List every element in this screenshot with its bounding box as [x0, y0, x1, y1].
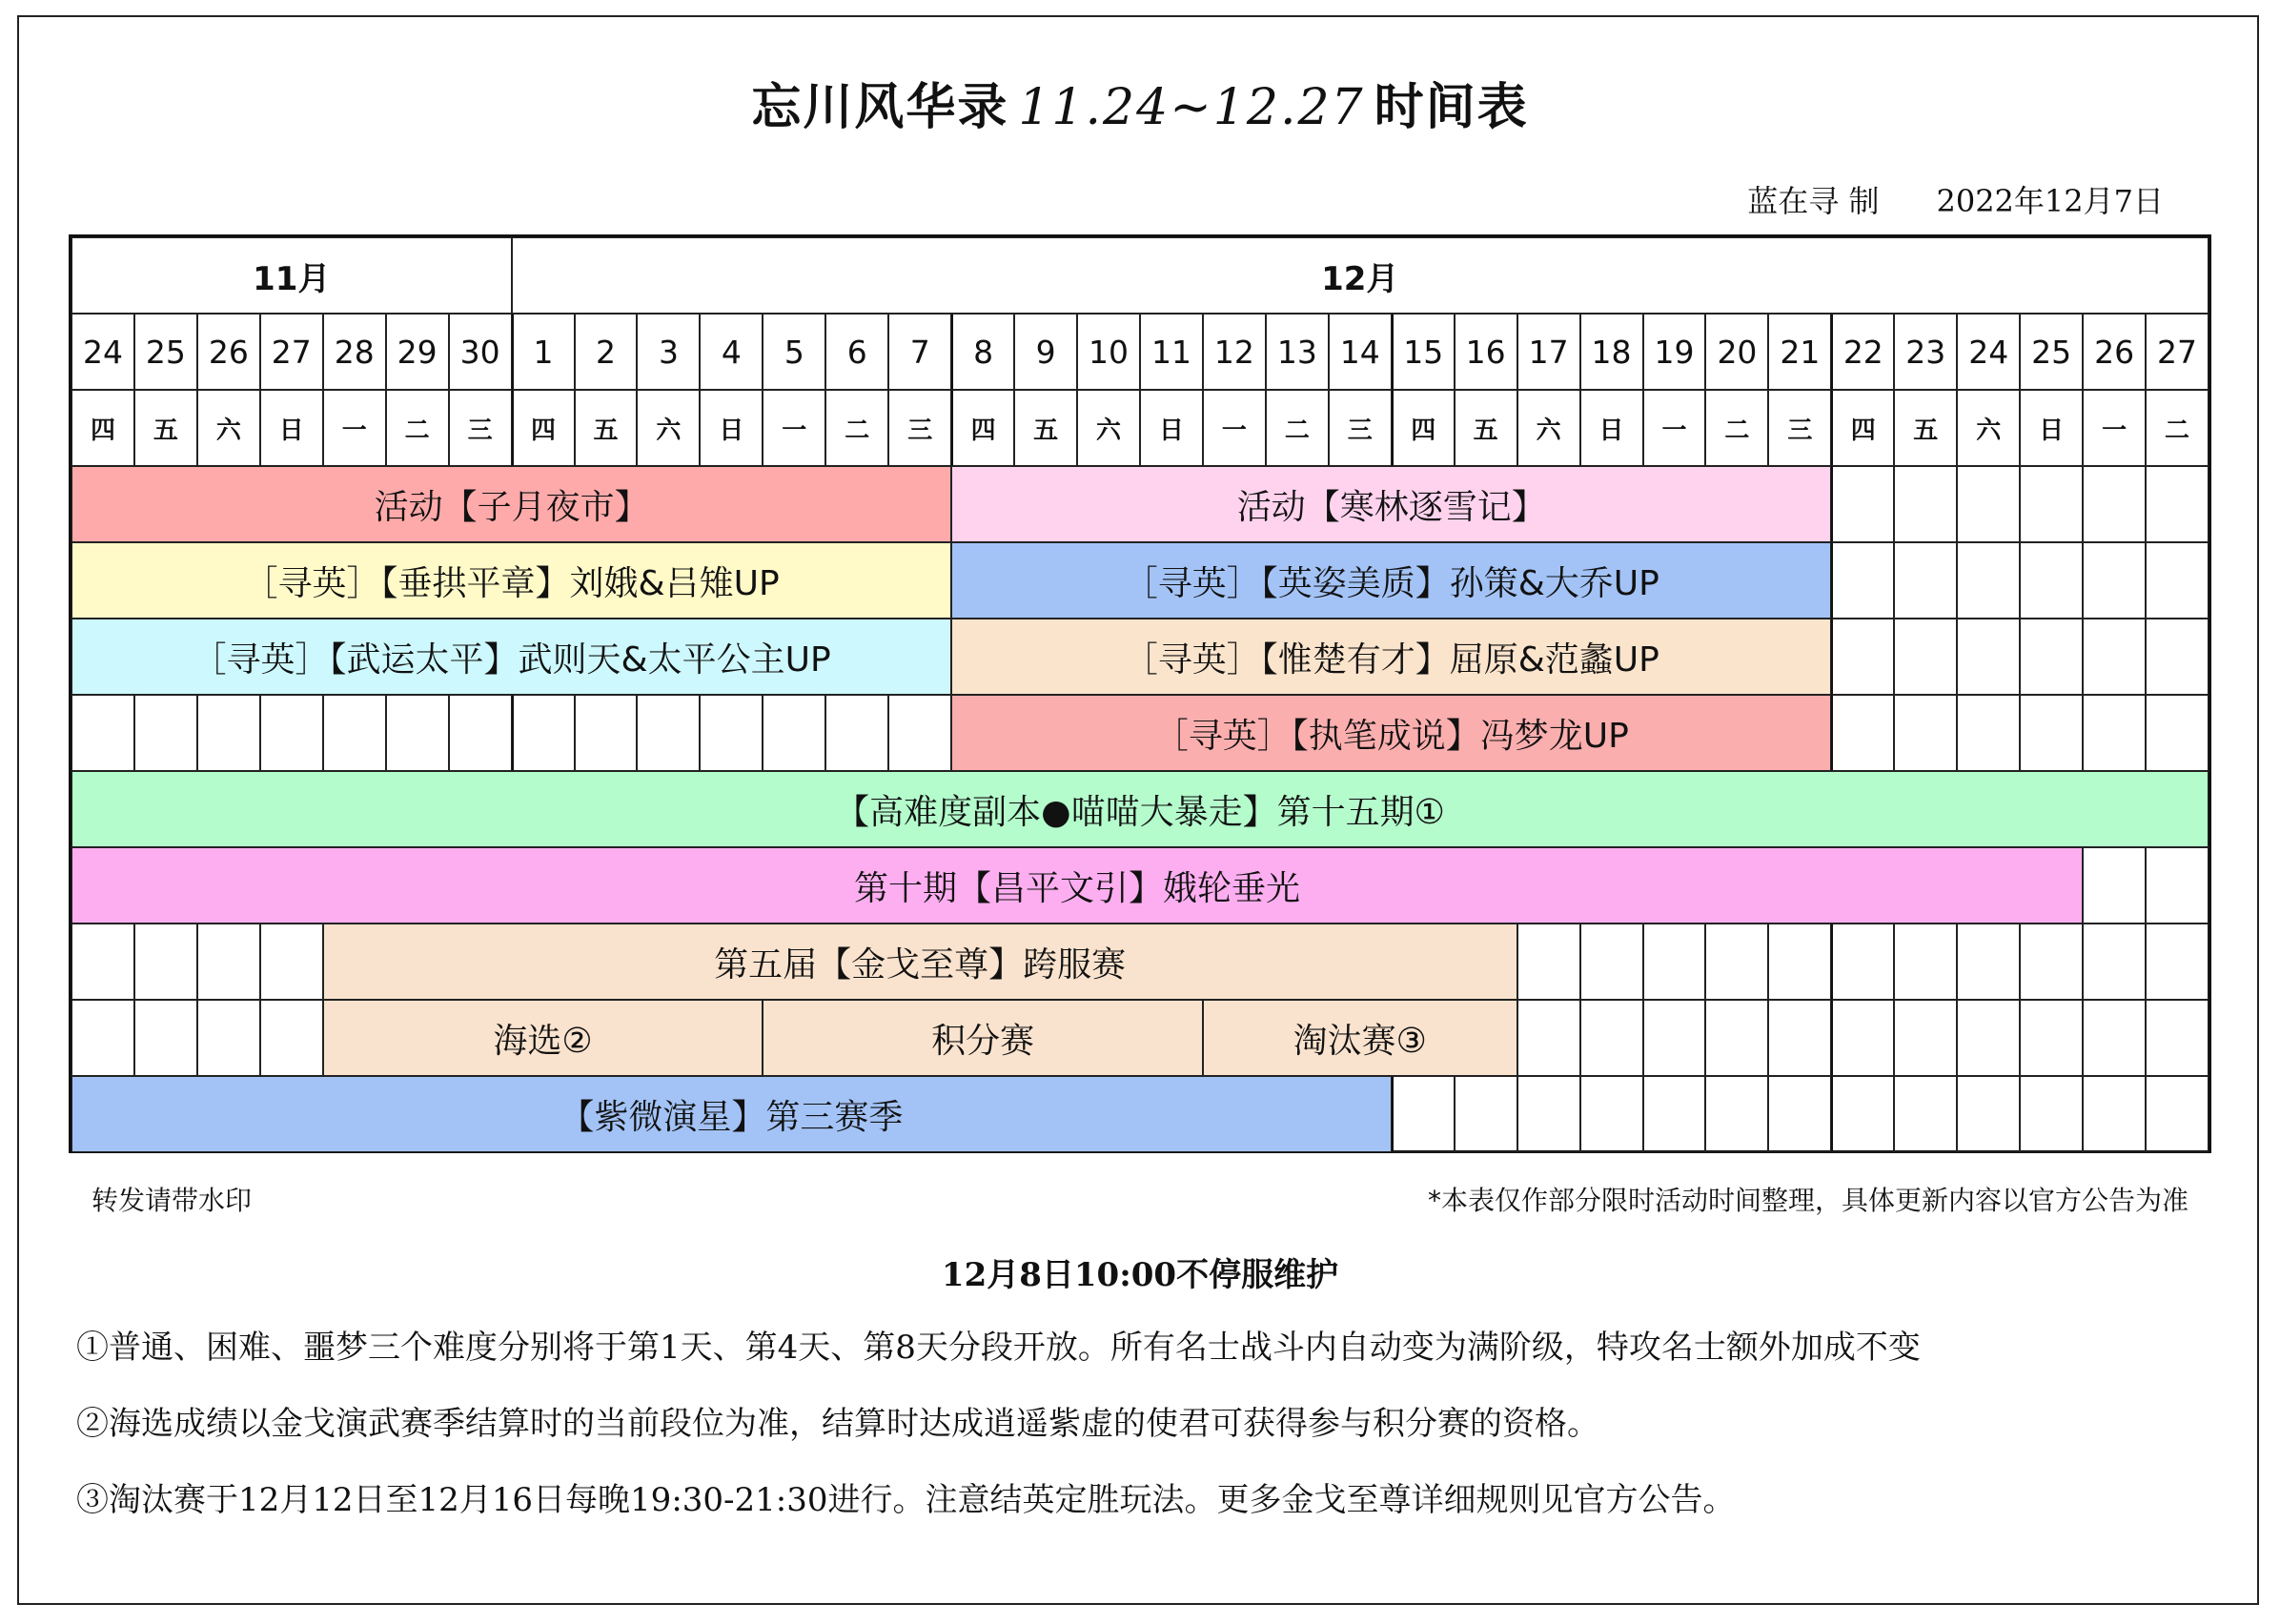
weekday-cell: 三	[888, 390, 951, 466]
empty-cell	[197, 1000, 260, 1076]
event-bar: ［寻英］【执笔成说】冯梦龙UP	[951, 695, 1831, 771]
empty-cell	[71, 1000, 134, 1076]
empty-cell	[1957, 542, 2020, 619]
empty-cell	[1957, 466, 2020, 542]
author: 蓝在寻 制	[1747, 183, 1880, 219]
empty-cell	[1894, 1000, 1957, 1076]
empty-cell	[700, 695, 763, 771]
event-bar: 积分赛	[763, 1000, 1203, 1076]
empty-cell	[2020, 924, 2083, 1000]
empty-cell	[134, 1000, 197, 1076]
empty-cell	[2020, 1076, 2083, 1152]
disclaimer-note: *本表仅作部分限时活动时间整理，具体更新内容以官方公告为准	[1427, 1185, 2188, 1216]
empty-cell	[1643, 1076, 1706, 1152]
empty-cell	[2020, 1000, 2083, 1076]
empty-cell	[2083, 619, 2146, 695]
empty-cell	[260, 924, 323, 1000]
empty-cell	[1705, 1076, 1768, 1152]
date-cell: 20	[1705, 314, 1768, 390]
weekday-cell: 一	[763, 390, 825, 466]
empty-cell	[1831, 619, 1894, 695]
weekday-cell: 六	[1957, 390, 2020, 466]
date-cell: 23	[1894, 314, 1957, 390]
date-cell: 22	[1831, 314, 1894, 390]
footnote-2: ②海选成绩以金戈演武赛季结算时的当前段位为准，结算时达成逍遥紫虚的使君可获得参与积分赛的资格。	[76, 1405, 1599, 1443]
weekday-cell: 一	[2083, 390, 2146, 466]
weekday-cell: 四	[1392, 390, 1455, 466]
empty-cell	[71, 924, 134, 1000]
empty-cell	[2146, 695, 2209, 771]
date-cell: 28	[323, 314, 386, 390]
empty-cell	[575, 695, 638, 771]
empty-cell	[1517, 1076, 1580, 1152]
empty-cell	[1455, 1076, 1517, 1152]
empty-cell	[1643, 924, 1706, 1000]
date-cell: 15	[1392, 314, 1455, 390]
weekday-cell: 日	[1140, 390, 1203, 466]
weekday-cell: 日	[1580, 390, 1643, 466]
date-cell: 11	[1140, 314, 1203, 390]
date-cell: 25	[2020, 314, 2083, 390]
event-bar: ［寻英］【垂拱平章】刘娥&吕雉UP	[71, 542, 951, 619]
empty-cell	[2020, 619, 2083, 695]
date-cell: 9	[1014, 314, 1077, 390]
empty-cell	[323, 695, 386, 771]
date-cell: 5	[763, 314, 825, 390]
weekday-cell: 三	[1768, 390, 1831, 466]
empty-cell	[1517, 924, 1580, 1000]
date-cell: 29	[386, 314, 449, 390]
weekday-cell: 日	[260, 390, 323, 466]
date-cell: 12	[1203, 314, 1266, 390]
empty-cell	[1580, 1000, 1643, 1076]
empty-cell	[2020, 542, 2083, 619]
empty-cell	[825, 695, 888, 771]
event-bar: 活动【子月夜市】	[71, 466, 951, 542]
weekday-cell: 五	[1455, 390, 1517, 466]
date-cell: 16	[1455, 314, 1517, 390]
date-cell: 1	[512, 314, 575, 390]
empty-cell	[1580, 924, 1643, 1000]
event-bar: 【紫微演星】第三赛季	[71, 1076, 1392, 1152]
date-cell: 2	[575, 314, 638, 390]
title-range: 11.24~12.27	[1018, 79, 1365, 136]
empty-cell	[1894, 466, 1957, 542]
weekday-cell: 三	[1329, 390, 1392, 466]
empty-cell	[1831, 1000, 1894, 1076]
weekday-cell: 五	[1894, 390, 1957, 466]
empty-cell	[1517, 1000, 1580, 1076]
empty-cell	[2146, 1076, 2209, 1152]
weekday-cell: 二	[1266, 390, 1329, 466]
date-cell: 17	[1517, 314, 1580, 390]
maintenance-notice: 12月8日10:00不停服维护	[941, 1256, 1339, 1294]
empty-cell	[1768, 1000, 1831, 1076]
date-cell: 13	[1266, 314, 1329, 390]
weekday-cell: 三	[449, 390, 512, 466]
empty-cell	[2083, 1076, 2146, 1152]
date-cell: 8	[951, 314, 1014, 390]
date-cell: 21	[1768, 314, 1831, 390]
empty-cell	[2083, 847, 2146, 924]
weekday-cell: 六	[1077, 390, 1140, 466]
empty-cell	[1831, 1076, 1894, 1152]
date-cell: 19	[1643, 314, 1706, 390]
empty-cell	[71, 695, 134, 771]
empty-cell	[1957, 619, 2020, 695]
empty-cell	[888, 695, 951, 771]
empty-cell	[449, 695, 512, 771]
date-cell: 3	[637, 314, 700, 390]
empty-cell	[1643, 1000, 1706, 1076]
empty-cell	[2146, 847, 2209, 924]
empty-cell	[2020, 695, 2083, 771]
empty-cell	[1392, 1076, 1455, 1152]
publish-date: 2022年12月7日	[1936, 183, 2164, 219]
weekday-cell: 六	[197, 390, 260, 466]
title-suffix: 时间表	[1374, 79, 1529, 136]
weekday-cell: 日	[700, 390, 763, 466]
date-cell: 7	[888, 314, 951, 390]
empty-cell	[386, 695, 449, 771]
month-header: 12月	[512, 237, 2209, 314]
empty-cell	[260, 695, 323, 771]
empty-cell	[1957, 924, 2020, 1000]
empty-cell	[2146, 924, 2209, 1000]
schedule-table	[69, 234, 2211, 1153]
date-cell: 24	[71, 314, 134, 390]
empty-cell	[1894, 924, 1957, 1000]
empty-cell	[2083, 695, 2146, 771]
weekday-cell: 二	[825, 390, 888, 466]
empty-cell	[1705, 924, 1768, 1000]
empty-cell	[1831, 542, 1894, 619]
date-cell: 25	[134, 314, 197, 390]
date-cell: 10	[1077, 314, 1140, 390]
author-line	[1747, 177, 2164, 221]
date-cell: 14	[1329, 314, 1392, 390]
empty-cell	[134, 924, 197, 1000]
event-bar: ［寻英］【武运太平】武则天&太平公主UP	[71, 619, 951, 695]
empty-cell	[2083, 924, 2146, 1000]
event-bar: 第十期【昌平文引】娥轮垂光	[71, 847, 2083, 924]
date-cell: 27	[260, 314, 323, 390]
empty-cell	[1894, 695, 1957, 771]
empty-cell	[1894, 1076, 1957, 1152]
event-bar: 海选②	[323, 1000, 763, 1076]
empty-cell	[197, 695, 260, 771]
footnote-3: ③淘汰赛于12月12日至12月16日每晚19:30-21:30进行。注意结英定胜玩法。更多金戈至尊详细规则见官方公告。	[76, 1481, 1736, 1519]
weekday-cell: 六	[1517, 390, 1580, 466]
weekday-cell: 四	[1831, 390, 1894, 466]
weekday-cell: 五	[134, 390, 197, 466]
empty-cell	[197, 924, 260, 1000]
empty-cell	[2083, 466, 2146, 542]
event-bar: ［寻英］【惟楚有才】屈原&范蠡UP	[951, 619, 1831, 695]
empty-cell	[260, 1000, 323, 1076]
date-cell: 24	[1957, 314, 2020, 390]
empty-cell	[2146, 466, 2209, 542]
date-cell: 30	[449, 314, 512, 390]
weekday-cell: 一	[1203, 390, 1266, 466]
empty-cell	[1831, 466, 1894, 542]
date-cell: 26	[197, 314, 260, 390]
empty-cell	[2083, 1000, 2146, 1076]
empty-cell	[1894, 542, 1957, 619]
event-bar: 【高难度副本●喵喵大暴走】第十五期①	[71, 771, 2209, 847]
empty-cell	[637, 695, 700, 771]
date-cell: 27	[2146, 314, 2209, 390]
empty-cell	[134, 695, 197, 771]
empty-cell	[1831, 924, 1894, 1000]
weekday-cell: 二	[386, 390, 449, 466]
empty-cell	[2020, 466, 2083, 542]
title-name: 忘川风华录	[751, 79, 1009, 136]
date-cell: 26	[2083, 314, 2146, 390]
empty-cell	[1957, 1000, 2020, 1076]
empty-cell	[1768, 924, 1831, 1000]
watermark-note: 转发请带水印	[92, 1185, 253, 1216]
empty-cell	[1705, 1000, 1768, 1076]
weekday-cell: 四	[71, 390, 134, 466]
empty-cell	[763, 695, 825, 771]
event-bar: 第五届【金戈至尊】跨服赛	[323, 924, 1517, 1000]
empty-cell	[2146, 619, 2209, 695]
empty-cell	[1894, 619, 1957, 695]
weekday-cell: 四	[512, 390, 575, 466]
empty-cell	[512, 695, 575, 771]
date-cell: 6	[825, 314, 888, 390]
month-header: 11月	[71, 237, 512, 314]
empty-cell	[1957, 1076, 2020, 1152]
empty-cell	[2146, 1000, 2209, 1076]
empty-cell	[2083, 542, 2146, 619]
empty-cell	[2146, 542, 2209, 619]
weekday-cell: 二	[2146, 390, 2209, 466]
empty-cell	[1768, 1076, 1831, 1152]
weekday-cell: 四	[951, 390, 1014, 466]
empty-cell	[1957, 695, 2020, 771]
empty-cell	[1831, 695, 1894, 771]
weekday-cell: 五	[1014, 390, 1077, 466]
weekday-cell: 日	[2020, 390, 2083, 466]
date-cell: 4	[700, 314, 763, 390]
weekday-cell: 一	[323, 390, 386, 466]
weekday-cell: 二	[1705, 390, 1768, 466]
event-bar: 活动【寒林逐雪记】	[951, 466, 1831, 542]
event-bar: 淘汰赛③	[1203, 1000, 1517, 1076]
weekday-cell: 五	[575, 390, 638, 466]
empty-cell	[1580, 1076, 1643, 1152]
event-bar: ［寻英］【英姿美质】孙策&大乔UP	[951, 542, 1831, 619]
weekday-cell: 六	[637, 390, 700, 466]
footnote-1: ①普通、困难、噩梦三个难度分别将于第1天、第4天、第8天分段开放。所有名士战斗内自动变为满阶级，特攻名士额外加成不变	[76, 1329, 1921, 1367]
weekday-cell: 一	[1643, 390, 1706, 466]
page-title	[0, 67, 2280, 138]
date-cell: 18	[1580, 314, 1643, 390]
